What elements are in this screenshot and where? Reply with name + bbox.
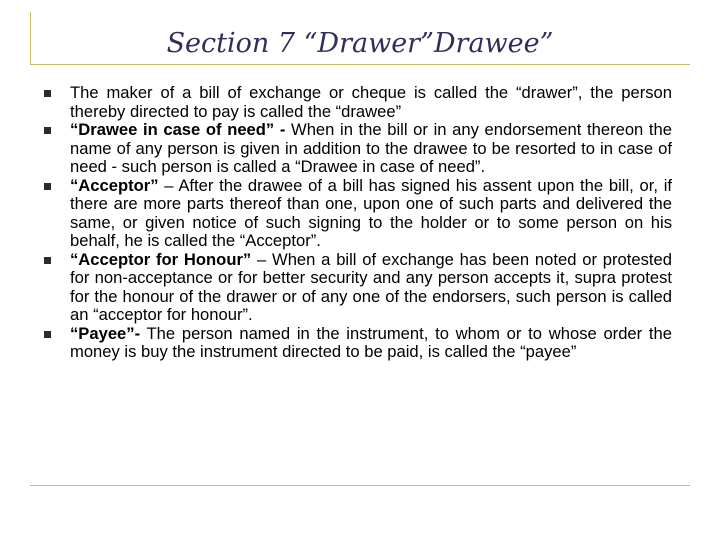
bullet-text: – When a bill of exchange has been noted or protested for non-acceptance or for better security and any person accepts it, supra protest for the honour of the drawer or of any one of the endorsers, such person is called an “acceptor for honour”.	[70, 249, 672, 324]
bottom-rule	[30, 485, 690, 486]
bullet-term: “Drawee in case of need” -	[70, 120, 286, 139]
bullet-item	[42, 84, 672, 121]
square-bullet-icon	[44, 331, 51, 338]
bullet-term: “Acceptor for Honour”	[70, 249, 252, 269]
bullet-text: The maker of a bill of exchange or cheque is called the “drawer”, the person thereby directed to pay is called the “drawee”	[70, 83, 672, 121]
bullet-text: When in the bill or in any endorsement thereon the name of any person is given in addition to the drawee to be resorted to in case of need - such person is called a “Drawee in case of need”.	[70, 120, 672, 176]
title-underline-rule	[30, 64, 690, 65]
bullet-text: The person named in the instrument, to whom or to whose order the money is buy the instrument directed to be paid, is called the “payee”	[70, 323, 672, 361]
bullet-item	[42, 121, 672, 177]
bullet-list	[42, 84, 672, 362]
square-bullet-icon	[44, 183, 51, 190]
bullet-item	[42, 251, 672, 325]
bullet-text: – After the drawee of a bill has signed his assent upon the bill, or, if there are more parts thereof than one, upon one of such parts and delivered the same, or given notice of such signing to the holder or to some person on his behalf, he is called the “Acceptor”.	[70, 175, 672, 250]
slide-title: Section 7 “Drawer”Drawee”	[166, 28, 554, 59]
bullet-item	[42, 325, 672, 362]
square-bullet-icon	[44, 90, 51, 97]
bullet-term: “Acceptor”	[70, 175, 159, 195]
bullet-term: “Payee”-	[70, 323, 141, 343]
square-bullet-icon	[44, 257, 51, 264]
bullet-item	[42, 177, 672, 251]
square-bullet-icon	[44, 127, 51, 134]
